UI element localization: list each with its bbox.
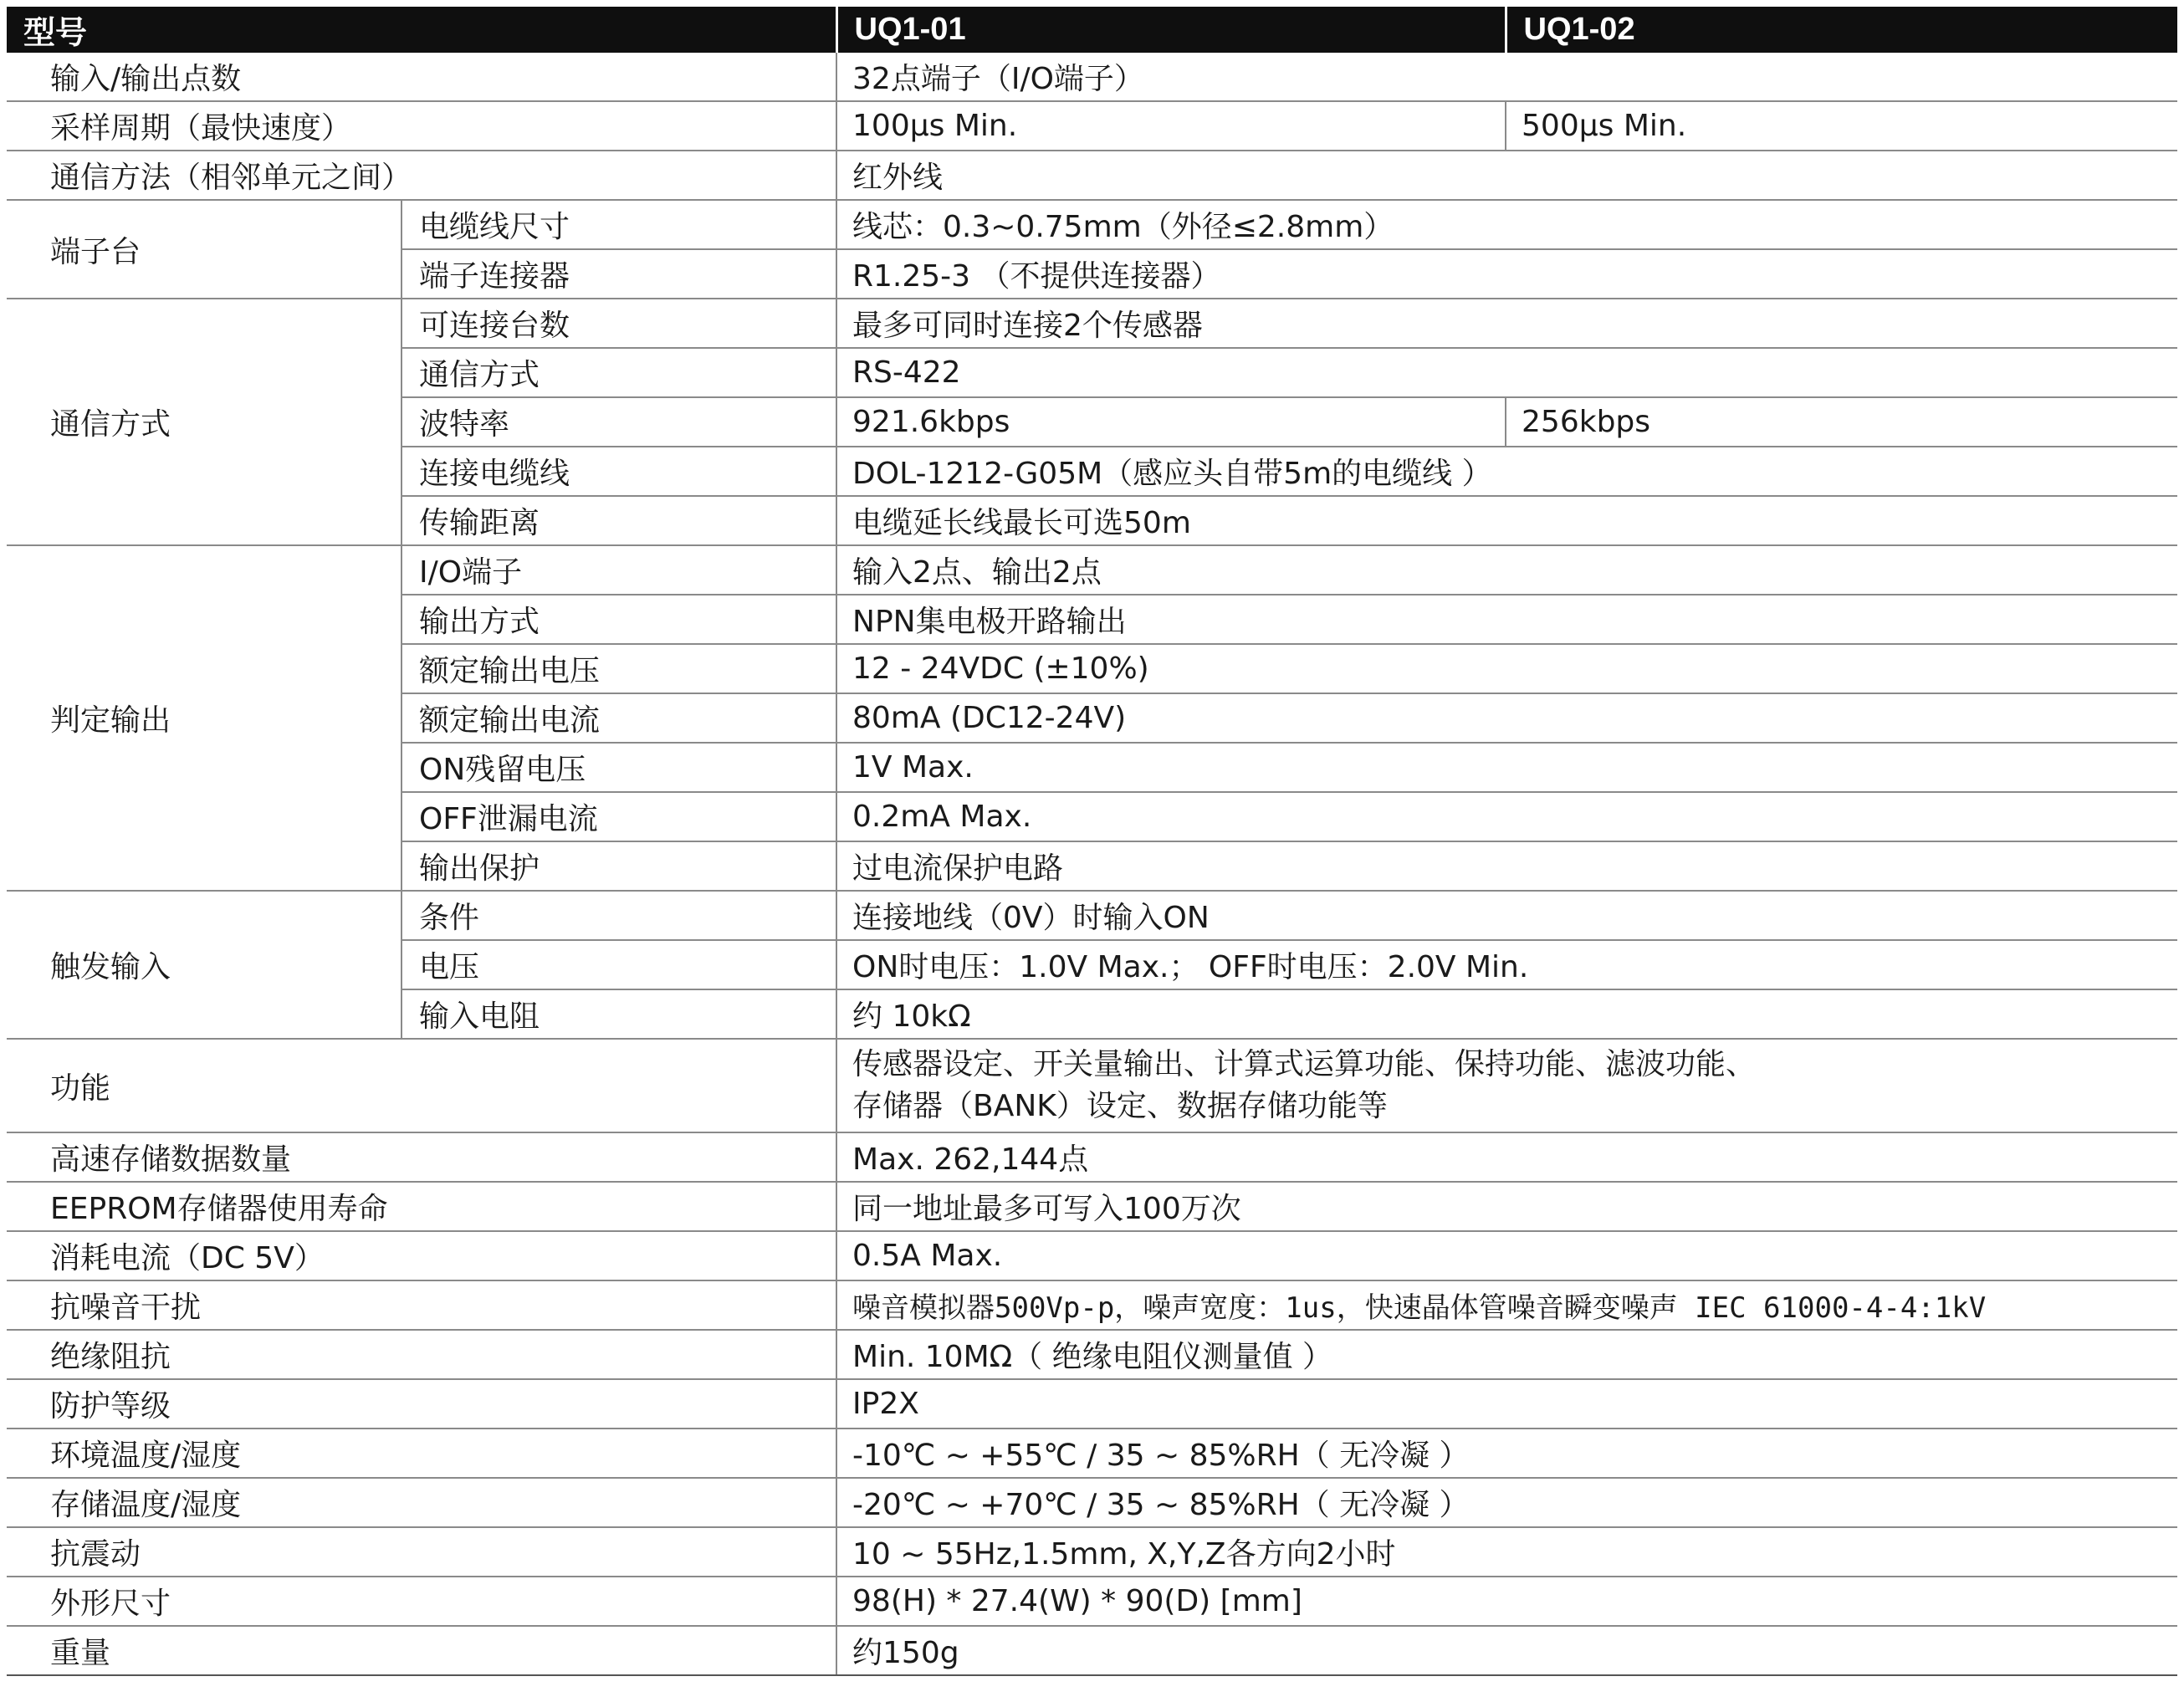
table-row	[7, 151, 2177, 200]
sub-label: 输出方式	[402, 595, 836, 644]
table-row	[7, 545, 2177, 595]
row-label: 输入/输出点数	[7, 53, 836, 101]
sub-label: 额定输出电压	[402, 644, 836, 693]
group-label-terminal: 端子台	[7, 200, 402, 299]
sub-label: 输入电阻	[402, 989, 836, 1039]
row-value: 32点端子（I/O端子）	[836, 53, 2177, 101]
table-row	[7, 101, 2177, 151]
table-row	[7, 1231, 2177, 1280]
header-uq1-01: UQ1-01	[836, 7, 1506, 53]
table-row	[7, 891, 2177, 940]
row-value: R1.25-3 （不提供连接器）	[836, 249, 2177, 299]
row-value: 约 10kΩ	[836, 989, 2177, 1039]
group-label-comm: 通信方式	[7, 299, 402, 545]
table-row	[7, 1626, 2177, 1675]
sub-label: 通信方式	[402, 348, 836, 397]
row-label: 防护等级	[7, 1379, 836, 1429]
row-value: 红外线	[836, 151, 2177, 200]
row-label: 抗震动	[7, 1527, 836, 1577]
sub-label: 波特率	[402, 397, 836, 447]
table-row	[7, 200, 2177, 249]
sub-label: 条件	[402, 891, 836, 940]
function-line-1: 传感器设定、开关量输出、计算式运算功能、保持功能、滤波功能、	[852, 1047, 1757, 1081]
row-value: -10℃ ~ +55℃ / 35 ~ 85%RH（ 无冷凝 ）	[836, 1429, 2177, 1478]
row-value: 0.5A Max.	[836, 1231, 2177, 1280]
header-row	[7, 7, 2177, 53]
row-label: 外形尺寸	[7, 1577, 836, 1626]
sub-label: 传输距离	[402, 496, 836, 545]
table-row	[7, 1379, 2177, 1429]
table-row	[7, 1182, 2177, 1231]
table-row	[7, 1132, 2177, 1182]
row-label: EEPROM存储器使用寿命	[7, 1182, 836, 1231]
row-value: 过电流保护电路	[836, 841, 2177, 891]
function-line-2: 存储器（BANK）设定、数据存储功能等	[852, 1089, 1388, 1123]
sub-label: 连接电缆线	[402, 447, 836, 496]
sub-label: 电压	[402, 940, 836, 989]
sub-label: 电缆线尺寸	[402, 200, 836, 249]
row-value: Max. 262,144点	[836, 1132, 2177, 1182]
row-value: 电缆延长线最长可选50m	[836, 496, 2177, 545]
row-label: 绝缘阻抗	[7, 1330, 836, 1379]
sub-label: 额定输出电流	[402, 693, 836, 743]
table-row	[7, 1527, 2177, 1577]
row-value: 输入2点、输出2点	[836, 545, 2177, 595]
group-label-trigger: 触发输入	[7, 891, 402, 1039]
row-value: 80mA (DC12-24V)	[836, 693, 2177, 743]
row-label: 抗噪音干扰	[7, 1280, 836, 1330]
sub-label: I/O端子	[402, 545, 836, 595]
group-label-judge: 判定输出	[7, 545, 402, 891]
table-row	[7, 53, 2177, 101]
table-row	[7, 1330, 2177, 1379]
sub-label: 可连接台数	[402, 299, 836, 348]
row-value	[836, 1039, 2177, 1132]
spec-table	[7, 7, 2177, 1676]
row-label: 采样周期（最快速度）	[7, 101, 836, 151]
row-value: IP2X	[836, 1379, 2177, 1429]
row-value: 线芯：0.3~0.75mm（外径≤2.8mm）	[836, 200, 2177, 249]
table-row	[7, 1039, 2177, 1132]
row-label: 消耗电流（DC 5V）	[7, 1231, 836, 1280]
sub-label: 输出保护	[402, 841, 836, 891]
table-row	[7, 1280, 2177, 1330]
row-value: 10 ~ 55Hz,1.5mm, X,Y,Z各方向2小时	[836, 1527, 2177, 1577]
row-value: 98(H) * 27.4(W) * 90(D) [mm]	[836, 1577, 2177, 1626]
sub-label: OFF泄漏电流	[402, 792, 836, 841]
row-value-uq1-02: 500μs Min.	[1506, 101, 2177, 151]
row-value: NPN集电极开路输出	[836, 595, 2177, 644]
row-label: 环境温度/湿度	[7, 1429, 836, 1478]
row-value-uq1-01: 100μs Min.	[836, 101, 1506, 151]
row-value: Min. 10MΩ（ 绝缘电阻仪测量值 ）	[836, 1330, 2177, 1379]
header-uq1-02: UQ1-02	[1506, 7, 2177, 53]
row-label: 高速存储数据数量	[7, 1132, 836, 1182]
row-value-uq1-02: 256kbps	[1506, 397, 2177, 447]
row-value: 最多可同时连接2个传感器	[836, 299, 2177, 348]
sub-label: ON残留电压	[402, 743, 836, 792]
table-row	[7, 1478, 2177, 1527]
row-label: 重量	[7, 1626, 836, 1675]
table-row	[7, 1577, 2177, 1626]
row-value: ON时电压：1.0V Max.； OFF时电压：2.0V Min.	[836, 940, 2177, 989]
row-value: 连接地线（0V）时输入ON	[836, 891, 2177, 940]
row-value: 噪音模拟器500Vp-p，噪声宽度：1us，快速晶体管噪音瞬变噪声 IEC 61000-4-4:1kV	[836, 1280, 2177, 1330]
row-label: 功能	[7, 1039, 836, 1132]
row-value: RS-422	[836, 348, 2177, 397]
row-value: DOL-1212-G05M（感应头自带5m的电缆线 ）	[836, 447, 2177, 496]
table-row	[7, 299, 2177, 348]
row-label: 存储温度/湿度	[7, 1478, 836, 1527]
row-value: 0.2mA Max.	[836, 792, 2177, 841]
header-model: 型号	[7, 7, 836, 53]
row-value: -20℃ ~ +70℃ / 35 ~ 85%RH（ 无冷凝 ）	[836, 1478, 2177, 1527]
row-value: 12 - 24VDC (±10%)	[836, 644, 2177, 693]
table-row	[7, 1429, 2177, 1478]
sub-label: 端子连接器	[402, 249, 836, 299]
row-label: 通信方法（相邻单元之间）	[7, 151, 836, 200]
row-value: 同一地址最多可写入100万次	[836, 1182, 2177, 1231]
row-value: 1V Max.	[836, 743, 2177, 792]
row-value: 约150g	[836, 1626, 2177, 1675]
row-value-uq1-01: 921.6kbps	[836, 397, 1506, 447]
